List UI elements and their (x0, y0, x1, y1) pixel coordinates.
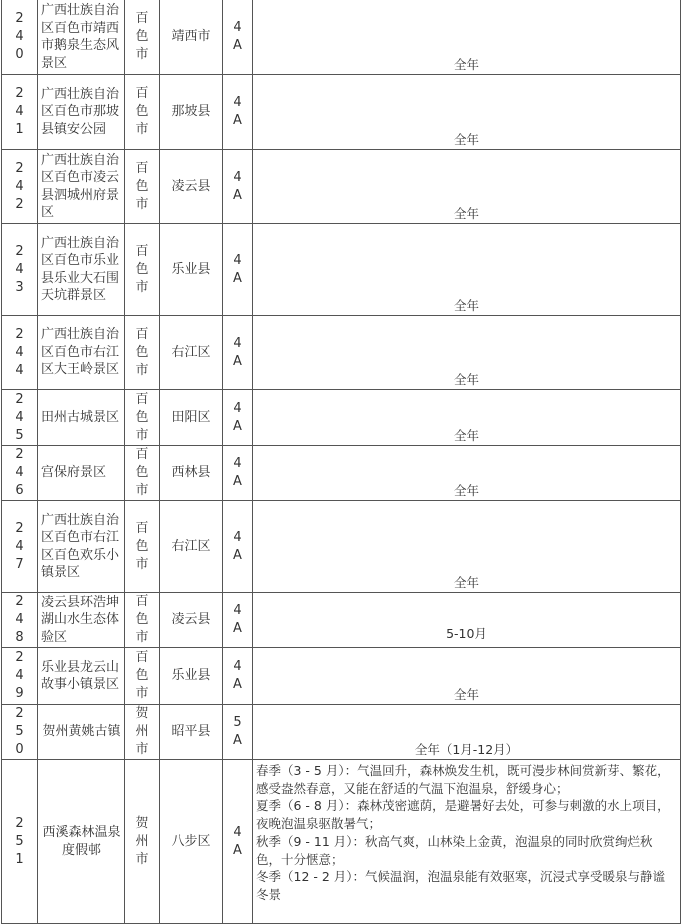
scenic-spot-name: 凌云县环浩坤湖山水生态体验区 (38, 593, 125, 648)
table-row (2, 316, 681, 390)
city-cell: 贺 州 市 (125, 760, 160, 924)
season-cell: 全年 (253, 390, 681, 446)
table-row (2, 760, 681, 924)
spring-description: 春季（3 - 5 月）：气温回升，森林焕发生机，既可漫步林间赏新芽、繁花，感受盎然春意，又能在舒适的气温下泡温泉，舒缓身心； (256, 763, 670, 796)
summer-description: 夏季（6 - 8 月）：森林茂密遮荫，是避暑好去处，可参与刺激的水上项目，夜晚泡温泉驱散暑气； (256, 798, 670, 832)
county-cell: 右江区 (160, 501, 223, 593)
level-cell: 4 A (223, 648, 253, 705)
season-cell: 全年 (253, 224, 681, 316)
row-number: 2 4 3 (2, 224, 38, 316)
county-cell: 田阳区 (160, 390, 223, 446)
city-cell: 百 色 市 (125, 224, 160, 316)
season-description-cell (253, 760, 681, 924)
table-row (2, 446, 681, 501)
level-cell: 4 A (223, 75, 253, 150)
season-cell: 全年 (253, 0, 681, 75)
level-cell: 4 A (223, 150, 253, 224)
table-row (2, 75, 681, 150)
county-cell: 乐业县 (160, 648, 223, 705)
county-cell: 靖西市 (160, 0, 223, 75)
row-number: 2 4 8 (2, 593, 38, 648)
scenic-spot-name: 贺州黄姚古镇 (38, 705, 125, 760)
city-cell: 贺 州 市 (125, 705, 160, 760)
city-cell: 百 色 市 (125, 316, 160, 390)
scenic-spot-name: 田州古城景区 (38, 390, 125, 446)
county-cell: 昭平县 (160, 705, 223, 760)
level-cell: 4 A (223, 0, 253, 75)
level-cell: 4 A (223, 501, 253, 593)
row-number: 2 4 1 (2, 75, 38, 150)
season-cell: 全年 (253, 501, 681, 593)
scenic-spot-name: 广西壮族自治区百色市右江区百色欢乐小镇景区 (38, 501, 125, 593)
county-cell: 那坡县 (160, 75, 223, 150)
county-cell: 乐业县 (160, 224, 223, 316)
city-cell: 百 色 市 (125, 648, 160, 705)
row-number: 2 4 6 (2, 446, 38, 501)
table-row (2, 224, 681, 316)
season-cell: 5-10月 (253, 593, 681, 648)
row-number: 2 4 4 (2, 316, 38, 390)
season-cell: 全年 (253, 316, 681, 390)
row-number: 2 4 7 (2, 501, 38, 593)
scenic-spot-name: 广西壮族自治区百色市右江区大王岭景区 (38, 316, 125, 390)
city-cell: 百 色 市 (125, 501, 160, 593)
row-number: 2 4 5 (2, 390, 38, 446)
level-cell: 4 A (223, 593, 253, 648)
season-cell: 全年（1月-12月） (253, 705, 681, 760)
level-cell: 4 A (223, 446, 253, 501)
county-cell: 西林县 (160, 446, 223, 501)
table-row (2, 705, 681, 760)
autumn-description: 秋季（9 - 11 月）：秋高气爽，山林染上金黄，泡温泉的同时欣赏绚烂秋色，十分惬意； (256, 833, 653, 867)
table-row (2, 501, 681, 593)
county-cell: 凌云县 (160, 150, 223, 224)
level-cell: 4 A (223, 390, 253, 446)
table-row (2, 0, 681, 75)
table-row (2, 648, 681, 705)
season-cell: 全年 (253, 150, 681, 224)
table-row (2, 593, 681, 648)
level-cell: 5 A (223, 705, 253, 760)
city-cell: 百 色 市 (125, 446, 160, 501)
scenic-spot-table (1, 0, 681, 924)
scenic-spot-name: 广西壮族自治区百色市乐业县乐业大石围天坑群景区 (38, 224, 125, 316)
row-number: 2 4 9 (2, 648, 38, 705)
row-number: 2 5 1 (2, 760, 38, 924)
row-number: 2 5 0 (2, 705, 38, 760)
season-cell: 全年 (253, 75, 681, 150)
scenic-spot-name: 广西壮族自治区百色市靖西市鹅泉生态风景区 (38, 0, 125, 75)
city-cell: 百 色 市 (125, 0, 160, 75)
scenic-spot-name: 宫保府景区 (38, 446, 125, 501)
scenic-spot-name: 乐业县龙云山故事小镇景区 (38, 648, 125, 705)
level-cell: 4 A (223, 760, 253, 924)
season-cell: 全年 (253, 648, 681, 705)
winter-description: 冬季（12 - 2 月）：气候温润，泡温泉能有效驱寒，沉浸式享受暖泉与静谧冬景 (256, 869, 666, 902)
row-number: 2 4 0 (2, 0, 38, 75)
table-row (2, 150, 681, 224)
level-cell: 4 A (223, 316, 253, 390)
season-cell: 全年 (253, 446, 681, 501)
row-number: 2 4 2 (2, 150, 38, 224)
county-cell: 凌云县 (160, 593, 223, 648)
county-cell: 右江区 (160, 316, 223, 390)
scenic-spot-name: 广西壮族自治区百色市凌云县泗城州府景区 (38, 150, 125, 224)
scenic-spot-name: 广西壮族自治区百色市那坡县镇安公园 (38, 75, 125, 150)
city-cell: 百 色 市 (125, 390, 160, 446)
level-cell: 4 A (223, 224, 253, 316)
table-row (2, 390, 681, 446)
city-cell: 百 色 市 (125, 75, 160, 150)
city-cell: 百 色 市 (125, 593, 160, 648)
county-cell: 八步区 (160, 760, 223, 924)
city-cell: 百 色 市 (125, 150, 160, 224)
scenic-spot-name: 西溪森林温泉度假邨 (38, 760, 125, 924)
